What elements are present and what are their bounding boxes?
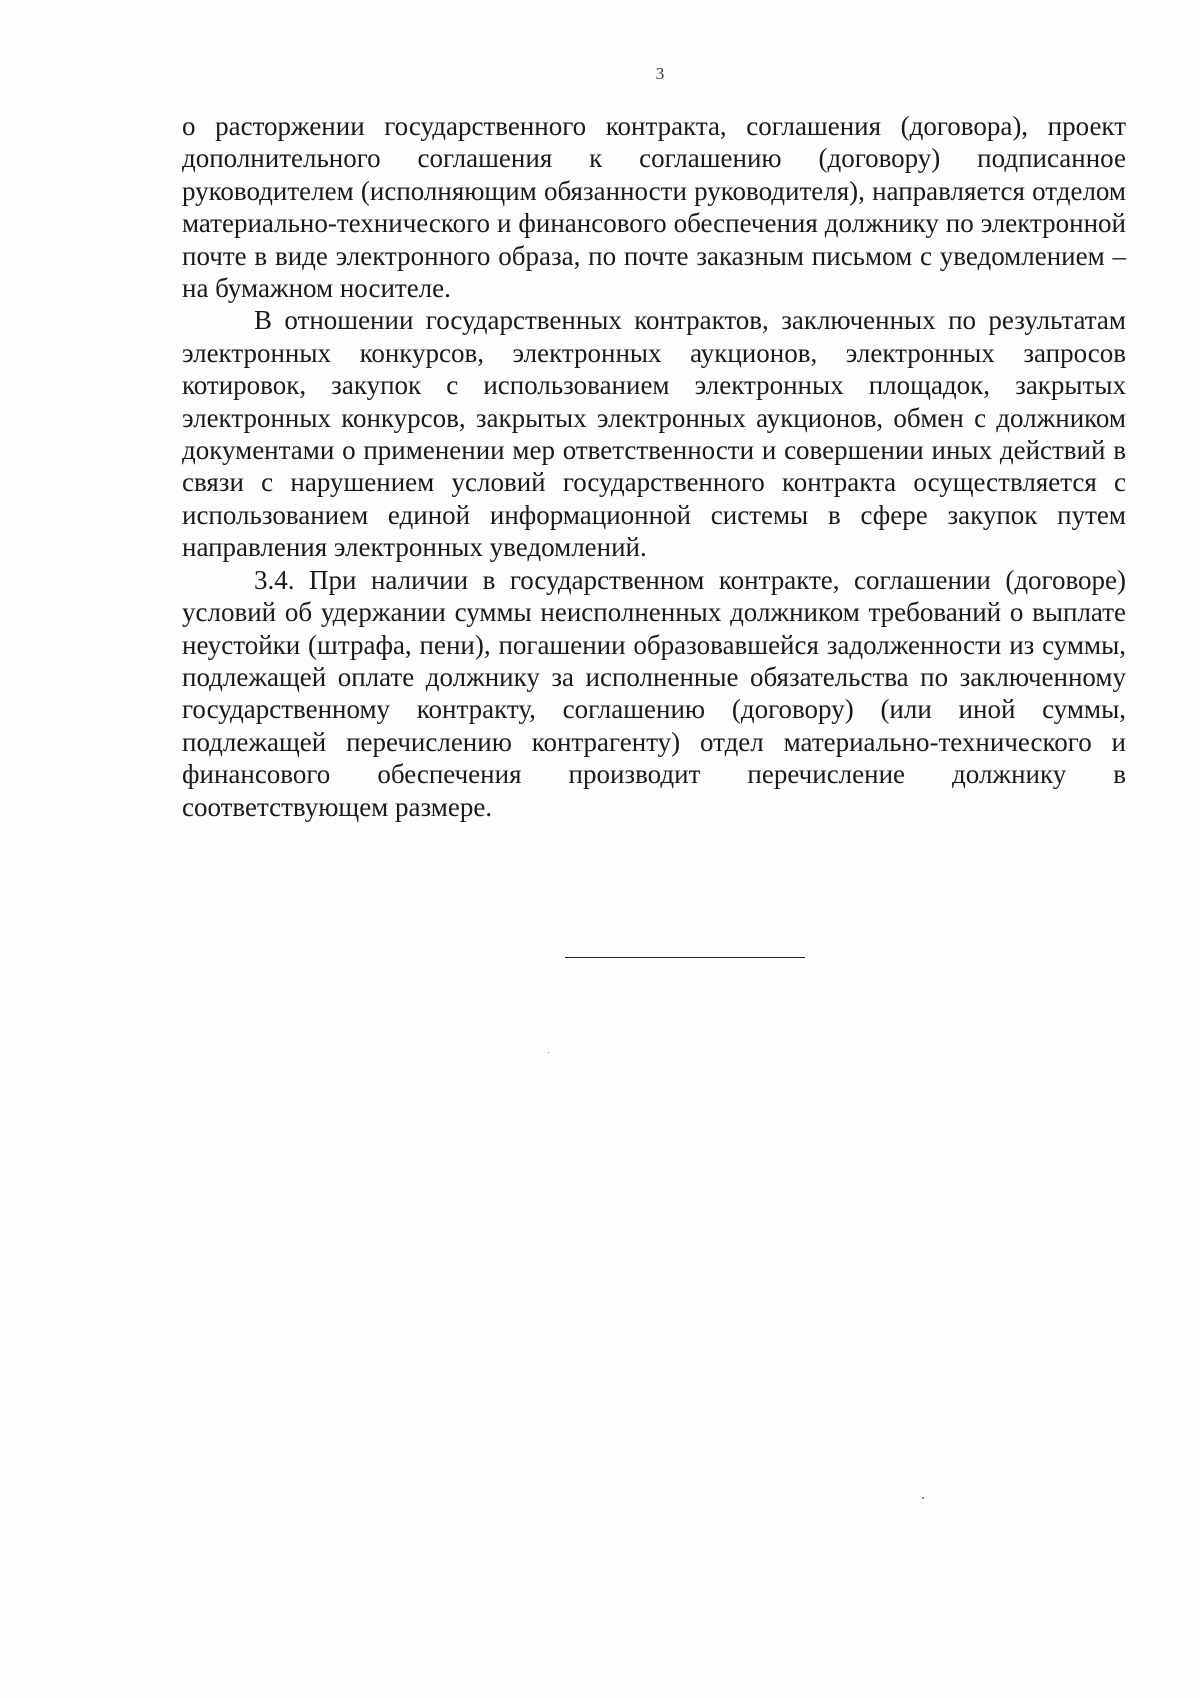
end-of-text-rule (565, 957, 805, 958)
paragraph-electronic-procurement: В отношении государственных контрактов, заключенных по результатам электронных конкурсов, электронных аукционов, электронных запросов котировок, закупок с использованием электронных площадок, закрытых электронных конкурсов, закрытых электронных аукционов, обмен с должником документами о применении мер ответственности и совершении иных действий в связи с нарушением условий государственного контракта осуществляется с использованием единой информационной системы в сфере закупок путем направления электронных уведомлений. (182, 305, 1126, 563)
scan-speck (922, 1497, 924, 1499)
page-number: 3 (655, 64, 665, 83)
scan-speck (548, 1052, 549, 1053)
paragraph-section-3-4: 3.4. При наличии в государственном контракте, соглашении (договоре) условий об удержании суммы неисполненных должником требований о выплате неустойки (штрафа, пени), погашении образовавшейся задолженности из суммы, подлежащей оплате должнику за исполненные обязательства по заключенному государственному контракту, соглашению (договору) (или иной суммы, подлежащей перечислению контрагенту) отдел материально-технического и финансового обеспечения производит перечисление должнику в соответствующем размере. (182, 564, 1126, 822)
paragraph-termination-notice: о расторжении государственного контракта, соглашения (договора), проект дополнительного соглашения к соглашению (договору) подписанное руководителем (исполняющим обязанности руководителя), направляется отделом материально-технического и финансового обеспечения должнику по электронной почте в виде электронного образа, по почте заказным письмом с уведомлением – на бумажном носителе. (182, 111, 1126, 304)
document-body (182, 110, 1126, 823)
